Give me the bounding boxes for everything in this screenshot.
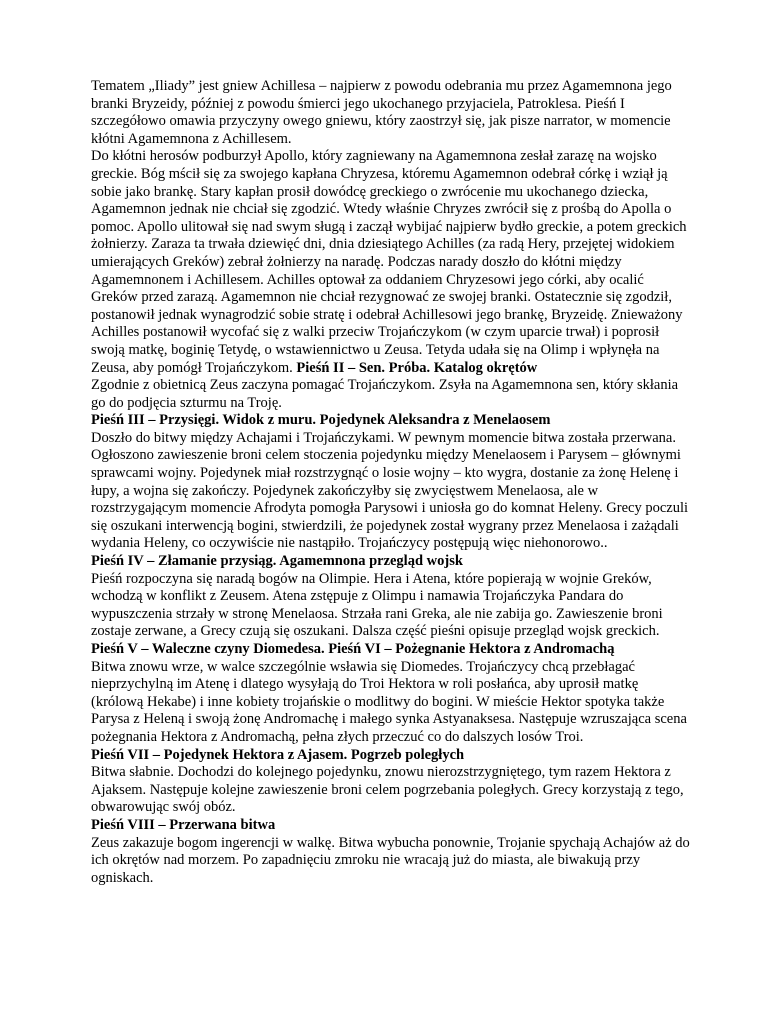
document-body xyxy=(91,78,690,887)
apollo-paragraph-text: Do kłótni herosów podburzył Apollo, który zagniewany na Agamemnona zesłał zarazę na wojsko greckie. Bóg mścił się za swojego kapłana Chryzesa, któremu Agamemnon odebrał córkę i wziął ją sobie jako brankę. Stary kapłan prosił dowódcę greckiego o zwrócenie mu ukochanego dziecka, Agamemnon jednak nie chciał się zgodzić. Wtedy właśnie Chryzes zwrócił się z prośbą do Apolla o pomoc. Apollo ulitował się nad swym sługą i zaczął wybijać najpierw bydło greckie, a potem greckich żołnierzy. Zaraza ta trwała dziewięć dni, dnia dziesiątego Achilles (za radą Hery, przejętej widokiem umierających Greków) zebrał żołnierzy na naradę. Podczas narady doszło do kłótni między Agamemnonem i Achillesem. Achilles optował za oddaniem Chryzesowi jego córki, aby ocalić Greków przed zarazą. Agamemnon nie chciał rezygnować ze swojej branki. Ostatecznie się zgodził, postanowił jednak wynagrodzić sobie stratę i odebrał Achillesowi jego brankę, Bryzeidę. Znieważony Achilles postanowił wycofać się z walki przeciw Trojańczykom (w czym uparcie trwał) i poprosił swoją matkę, boginię Tetydę, o wstawiennictwo u Zeusa. Tetyda udała się na Olimp i wpłynęła na Zeusa, aby pomógł Trojańczykom. xyxy=(91,148,687,376)
song-5-6-heading: Pieśń V – Waleczne czyny Diomedesa. Pieśń VI – Pożegnanie Hektora z Andromachą xyxy=(91,641,615,657)
song-7-heading: Pieśń VII – Pojedynek Hektora z Ajasem. Pogrzeb poległych xyxy=(91,746,465,763)
song-4-heading: Pieśń IV – Złamanie przysiąg. Agamemnona przegląd wojsk xyxy=(91,553,463,570)
song-2-paragraph: Zgodnie z obietnicą Zeus zaczyna pomagać Trojańczykom. Zsyła na Agamemnona sen, który skłania go do podjęcia szturmu na Troję. xyxy=(91,377,679,411)
apollo-paragraph xyxy=(91,148,690,377)
song-7-paragraph: Bitwa słabnie. Dochodzi do kolejnego pojedynku, znowu nierozstrzygniętego, tym razem Hektora z Ajaksem. Następuje kolejne zawieszenie broni celem pogrzebania poległych. Grecy korzystają z tego, obwarowując swój obóz. xyxy=(91,764,684,816)
song-2-heading: Pieśń II – Sen. Próba. Katalog okrętów xyxy=(296,359,538,376)
song-4-paragraph: Pieśń rozpoczyna się naradą bogów na Olimpie. Hera i Atena, które popierają w wojnie Greków, wchodzą w konflikt z Zeusem. Atena zstępuje z Olimpu i namawia Trojańczyka Pandara do wypuszczenia strzały w stronę Menelaosa. Strzała rani Greka, ale nie zabija go. Zawieszenie broni zostaje zerwane, a Grecy czują się oszukani. Dalsza część pieśni opisuje przegląd wojsk greckich. xyxy=(91,570,663,640)
song-3-heading: Pieśń III – Przysięgi. Widok z muru. Pojedynek Aleksandra z Menelaosem xyxy=(91,412,551,429)
song-3-paragraph: Doszło do bitwy między Achajami i Trojańczykami. W pewnym momencie bitwa została przerwana. Ogłoszono zawieszenie broni celem stoczenia pojedynku między Menelaosem i Parysem – głównymi sprawcami wojny. Pojedynek miał rozstrzygnąć o losie wojny – kto wygra, dostanie za żonę Helenę i łupy, a wojna się zakończy. Pojedynek zakończyłby się zwycięstwem Menelaosa, ale w rozstrzygającym momencie Afrodyta pomogła Parysowi i uniosła go do komnat Heleny. Grecy poczuli się oszukani interwencją bogini, stwierdzili, że pojedynek został wygrany przez Menelaosa i zażądali wydania Heleny, co oczywiście nie nastąpiło. Trojańczycy postępują więc niehonorowo.. xyxy=(91,429,689,552)
intro-paragraph: Tematem „Iliady” jest gniew Achillesa – najpierw z powodu odebrania mu przez Agamemnona jego branki Bryzeidy, później z powodu śmierci jego ukochanego przyjaciela, Patroklesa. Pieśń I szczegółowo omawia przyczyny owego gniewu, który zaostrzył się, jak pisze narrator, w momencie kłótni Agamemnona z Achillesem. xyxy=(91,78,672,147)
song-8-heading: Pieśń VIII – Przerwana bitwa xyxy=(91,816,276,833)
song-5-6-paragraph: Bitwa znowu wrze, w walce szczególnie wsławia się Diomedes. Trojańczycy chcą przebłagać nieprzychylną im Atenę i dlatego wysyłają do Troi Hektora w roli posłańca, aby uprosił matkę (królową Hekabe) i inne kobiety trojańskie o modlitwy do bogini. W mieście Hektor spotyka także Parysa z Heleną i swoją żonę Andromachę i małego synka Astyanaksesa. Następuje wzruszająca scena pożegnania Hektora z Andromachą, pełna złych przeczuć co do dalszych losów Troi. xyxy=(91,658,687,745)
song-8-paragraph: Zeus zakazuje bogom ingerencji w walkę. Bitwa wybucha ponownie, Trojanie spychają Achajów aż do ich okrętów nad morzem. Po zapadnięciu zmroku nie wracają już do miasta, ale biwakują przy ogniskach. xyxy=(91,834,690,886)
